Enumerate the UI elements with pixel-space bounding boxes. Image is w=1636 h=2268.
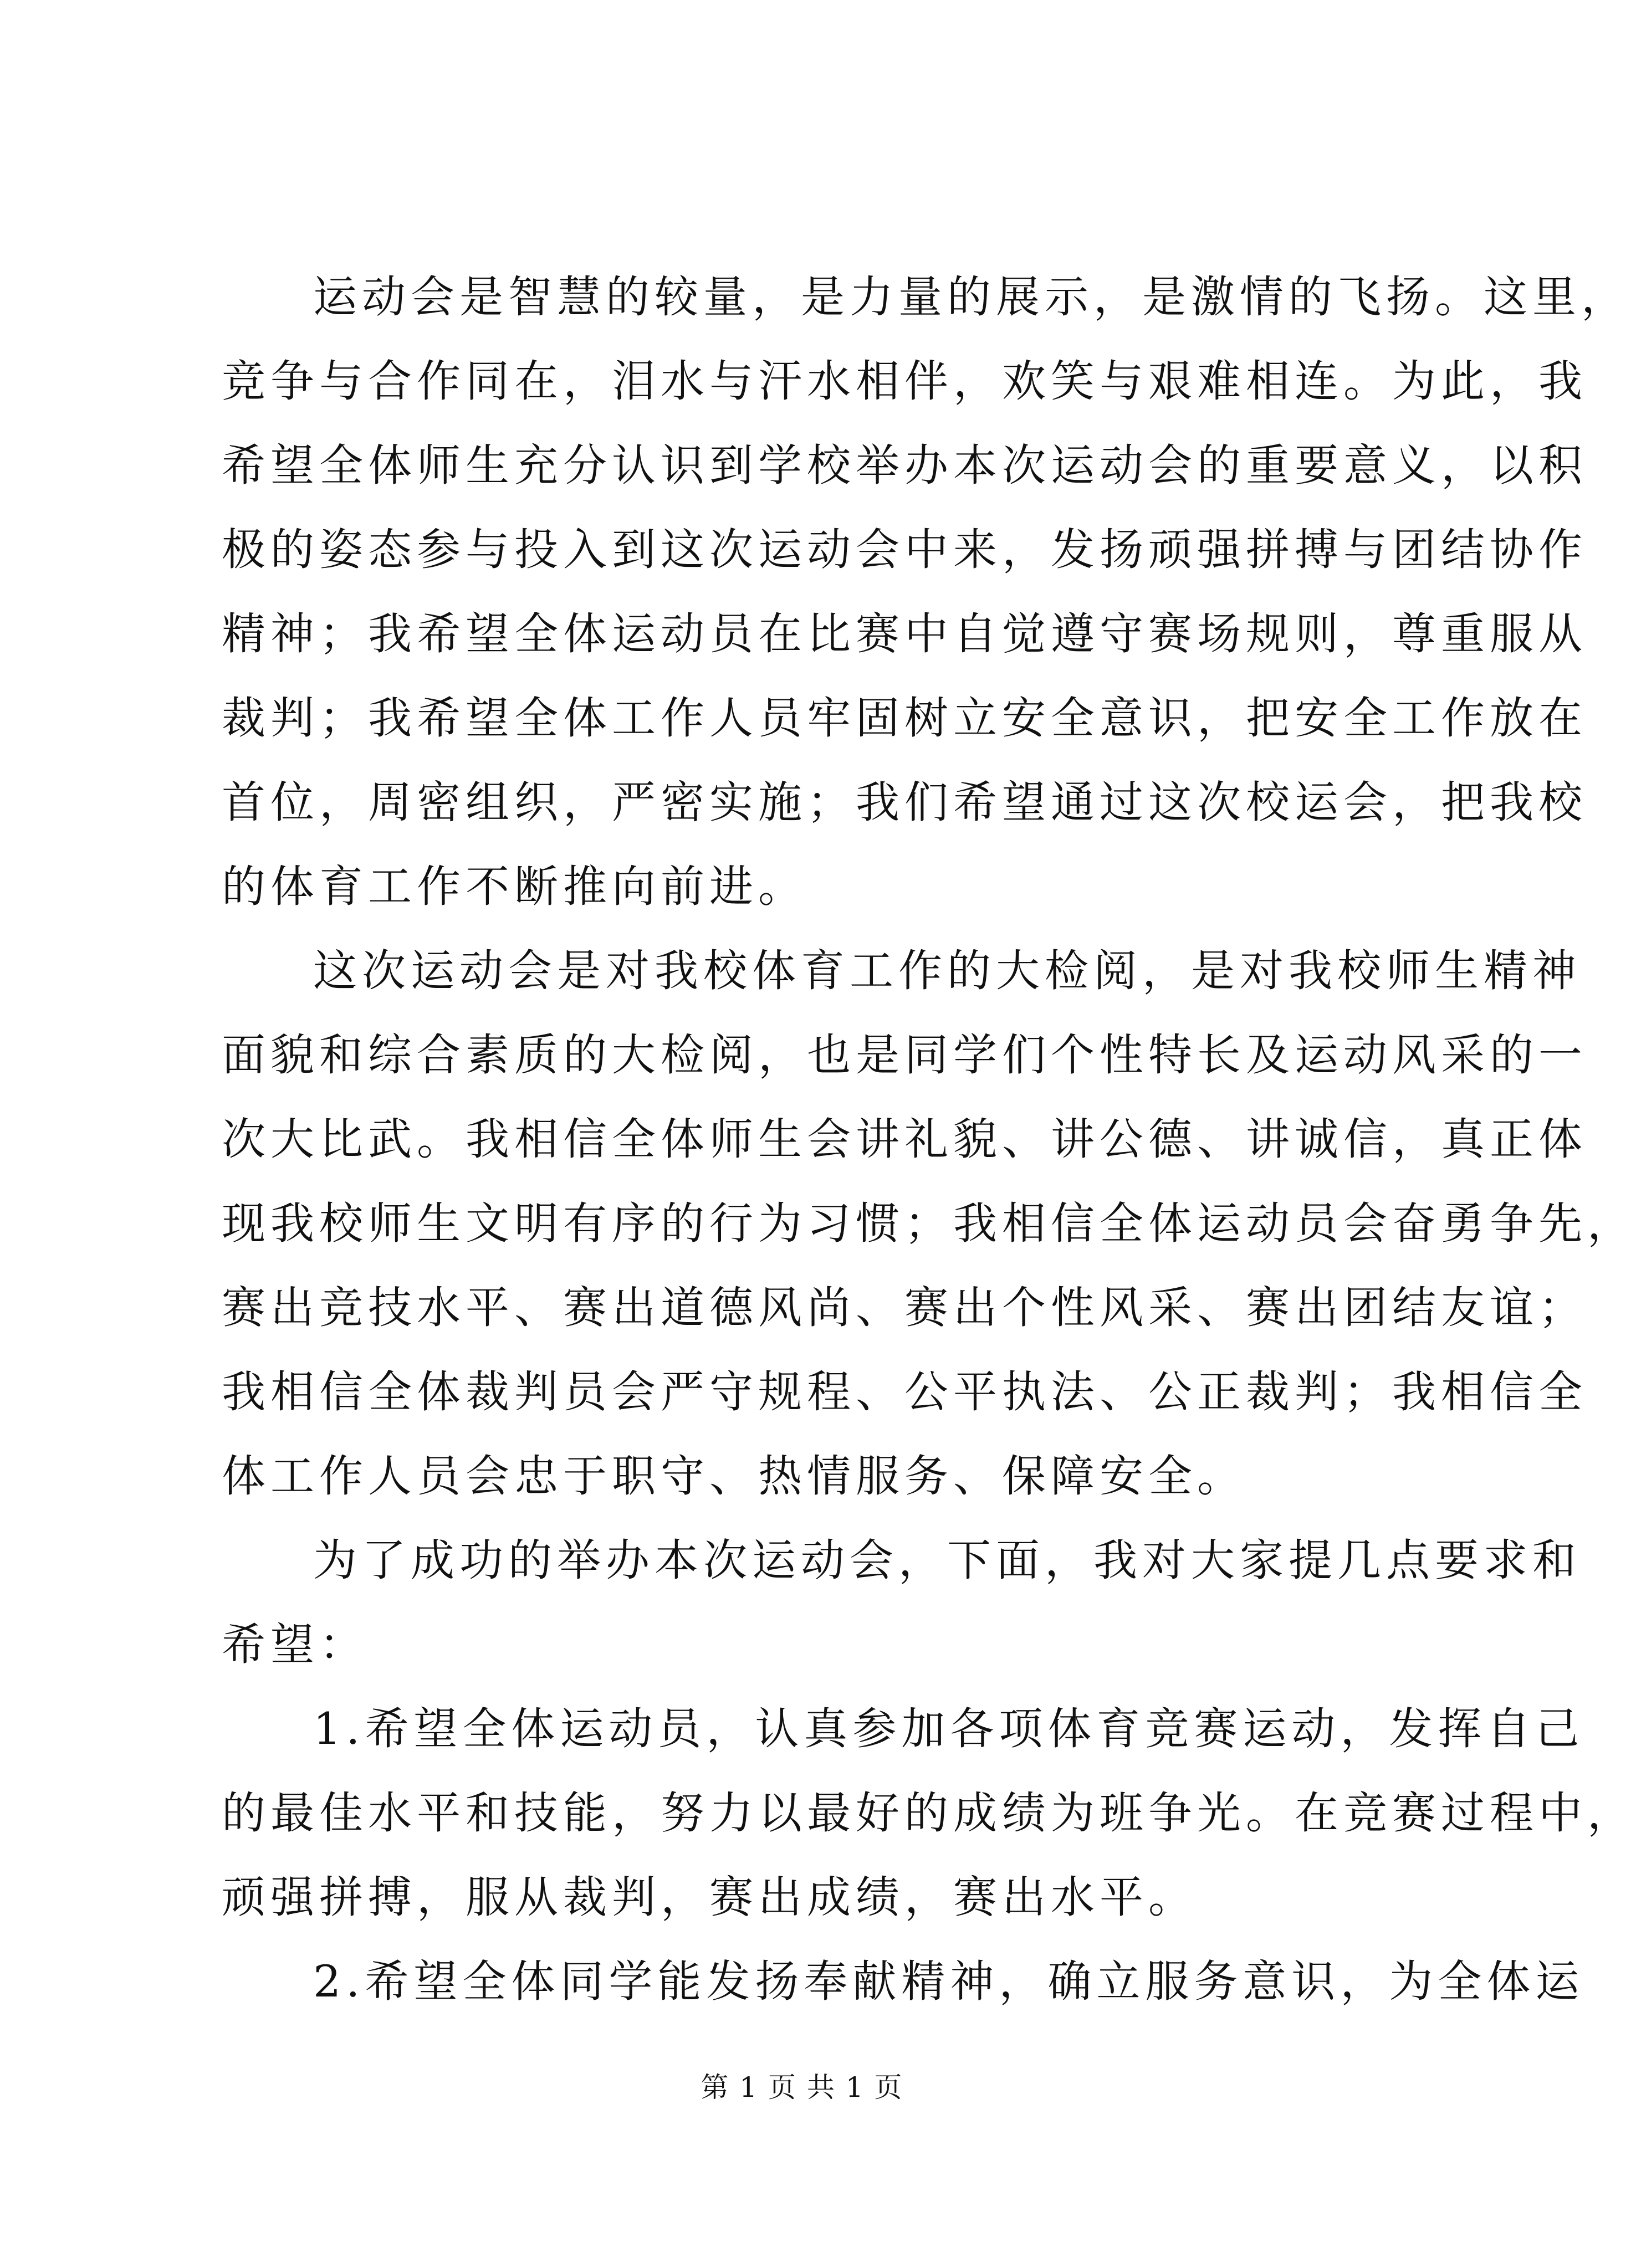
text-line: 顽强拼搏，服从裁判，赛出成绩，赛出水平。 [222,1872,1197,1923]
text-line: 这次运动会是对我校体育工作的大检阅，是对我校师生精神 [313,945,1581,996]
text-line: 面貌和综合素质的大检阅，也是同学们个性特长及运动风采的一 [222,1030,1587,1081]
text-line: 次大比武。我相信全体师生会讲礼貌、讲公德、讲诚信，真正体 [222,1114,1587,1165]
text-line: 首位，周密组织，严密实施；我们希望通过这次校运会，把我校 [222,777,1587,828]
text-line: 为了成功的举办本次运动会，下面，我对大家提几点要求和 [313,1535,1581,1586]
text-line: 我相信全体裁判员会严守规程、公平执法、公正裁判；我相信全 [222,1366,1587,1417]
page-number-label: 第 1 页 共 1 页 [701,2071,903,2103]
text-line: 运动会是智慧的较量，是力量的展示，是激情的飞扬。这里， [313,272,1630,322]
text-line: 赛出竞技水平、赛出道德风尚、赛出个性风采、赛出团结友谊； [222,1282,1587,1333]
document-body [222,255,1636,2024]
text-line: 1.希望全体运动员，认真参加各项体育竞赛运动，发挥自己 [313,1703,1584,1754]
text-line: 希望全体师生充分认识到学校举办本次运动会的重要意义，以积 [222,440,1587,491]
page-footer [0,2068,1604,2107]
text-line: 希望： [222,1619,368,1670]
text-line: 精神；我希望全体运动员在比赛中自觉遵守赛场规则，尊重服从 [222,608,1587,659]
text-line: 裁判；我希望全体工作人员牢固树立安全意识，把安全工作放在 [222,693,1587,744]
text-line: 的最佳水平和技能，努力以最好的成绩为班争光。在竞赛过程中， [222,1788,1636,1839]
text-line: 现我校师生文明有序的行为习惯；我相信全体运动员会奋勇争先， [222,1198,1636,1249]
text-line: 2.希望全体同学能发扬奉献精神，确立服务意识，为全体运 [313,1956,1584,2007]
text-line: 的体育工作不断推向前进。 [222,861,807,912]
text-line: 体工作人员会忠于职守、热情服务、保障安全。 [222,1451,1246,1502]
text-line: 极的姿态参与投入到这次运动会中来，发扬顽强拼搏与团结协作 [222,524,1587,575]
text-line: 竞争与合作同在，泪水与汗水相伴，欢笑与艰难相连。为此，我 [222,356,1587,407]
